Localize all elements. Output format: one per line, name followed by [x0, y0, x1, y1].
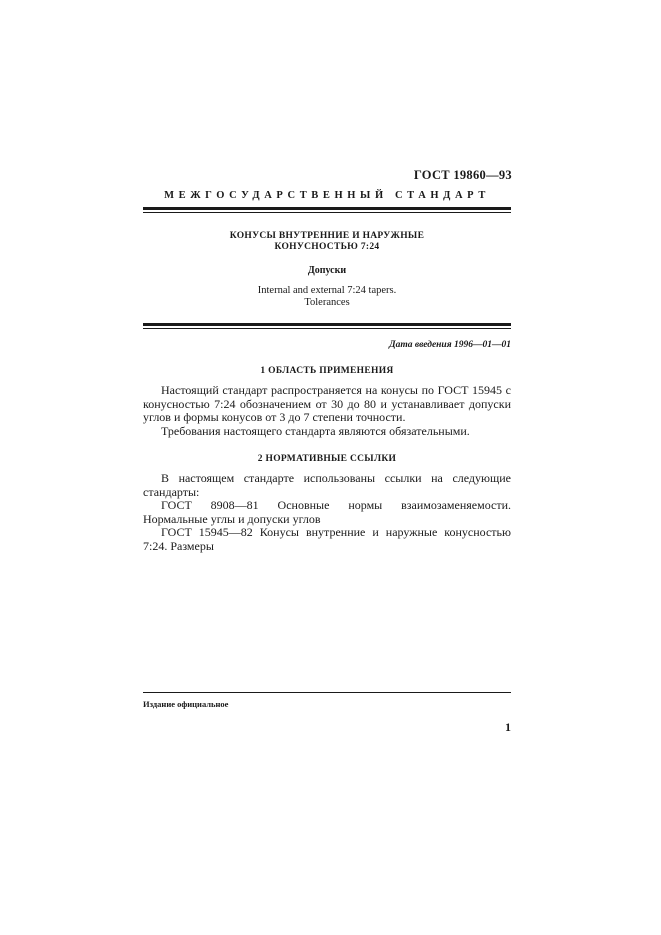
section2-reference1: ГОСТ 8908—81 Основные нормы взаимозаменяемости. Нормальные углы и допуски углов [143, 498, 511, 526]
page-number: 1 [505, 720, 511, 734]
section2-paragraph1: В настоящем стандарте использованы ссылки на следующие стандарты: [143, 471, 511, 499]
title-rule-thin [143, 328, 511, 329]
title-en-line2: Tolerances [304, 296, 350, 308]
title-ru-line1: КОНУСЫ ВНУТРЕННИЕ И НАРУЖНЫЕ [229, 231, 425, 241]
section1-paragraph1: Настоящий стандарт распространяется на конусы по ГОСТ 15945 с конусностью 7:24 обозначением от 30 до 80 и устанавливает допуски углов и формы конусов от 3 до 7 степени точности. [143, 383, 511, 424]
section1-heading: 1 ОБЛАСТЬ ПРИМЕНЕНИЯ [260, 366, 394, 376]
document-title-en [143, 285, 511, 308]
date-introduced: Дата введения 1996—01—01 [389, 340, 511, 350]
header-rule-thick [143, 207, 511, 210]
section2-reference2: ГОСТ 15945—82 Конусы внутренние и наружные конусностью 7:24. Размеры [143, 525, 511, 553]
document-subtitle-ru: Допуски [307, 265, 347, 276]
title-en-line1: Internal and external 7:24 tapers. [257, 285, 397, 296]
section1-paragraph2: Требования настоящего стандарта являются обязательными. [161, 424, 470, 438]
standard-type: МЕЖГОСУДАРСТВЕННЫЙ СТАНДАРТ [164, 190, 490, 201]
header-rule-thin [143, 212, 511, 213]
document-title-ru [143, 231, 511, 253]
gost-number: ГОСТ 19860—93 [413, 168, 512, 182]
title-rule-thick [143, 323, 511, 326]
footer-rule [143, 692, 511, 693]
title-ru-line2: КОНУСНОСТЬЮ 7:24 [274, 242, 380, 252]
section2-heading: 2 НОРМАТИВНЫЕ ССЫЛКИ [257, 454, 397, 464]
edition-note: Издание официальное [143, 699, 229, 709]
